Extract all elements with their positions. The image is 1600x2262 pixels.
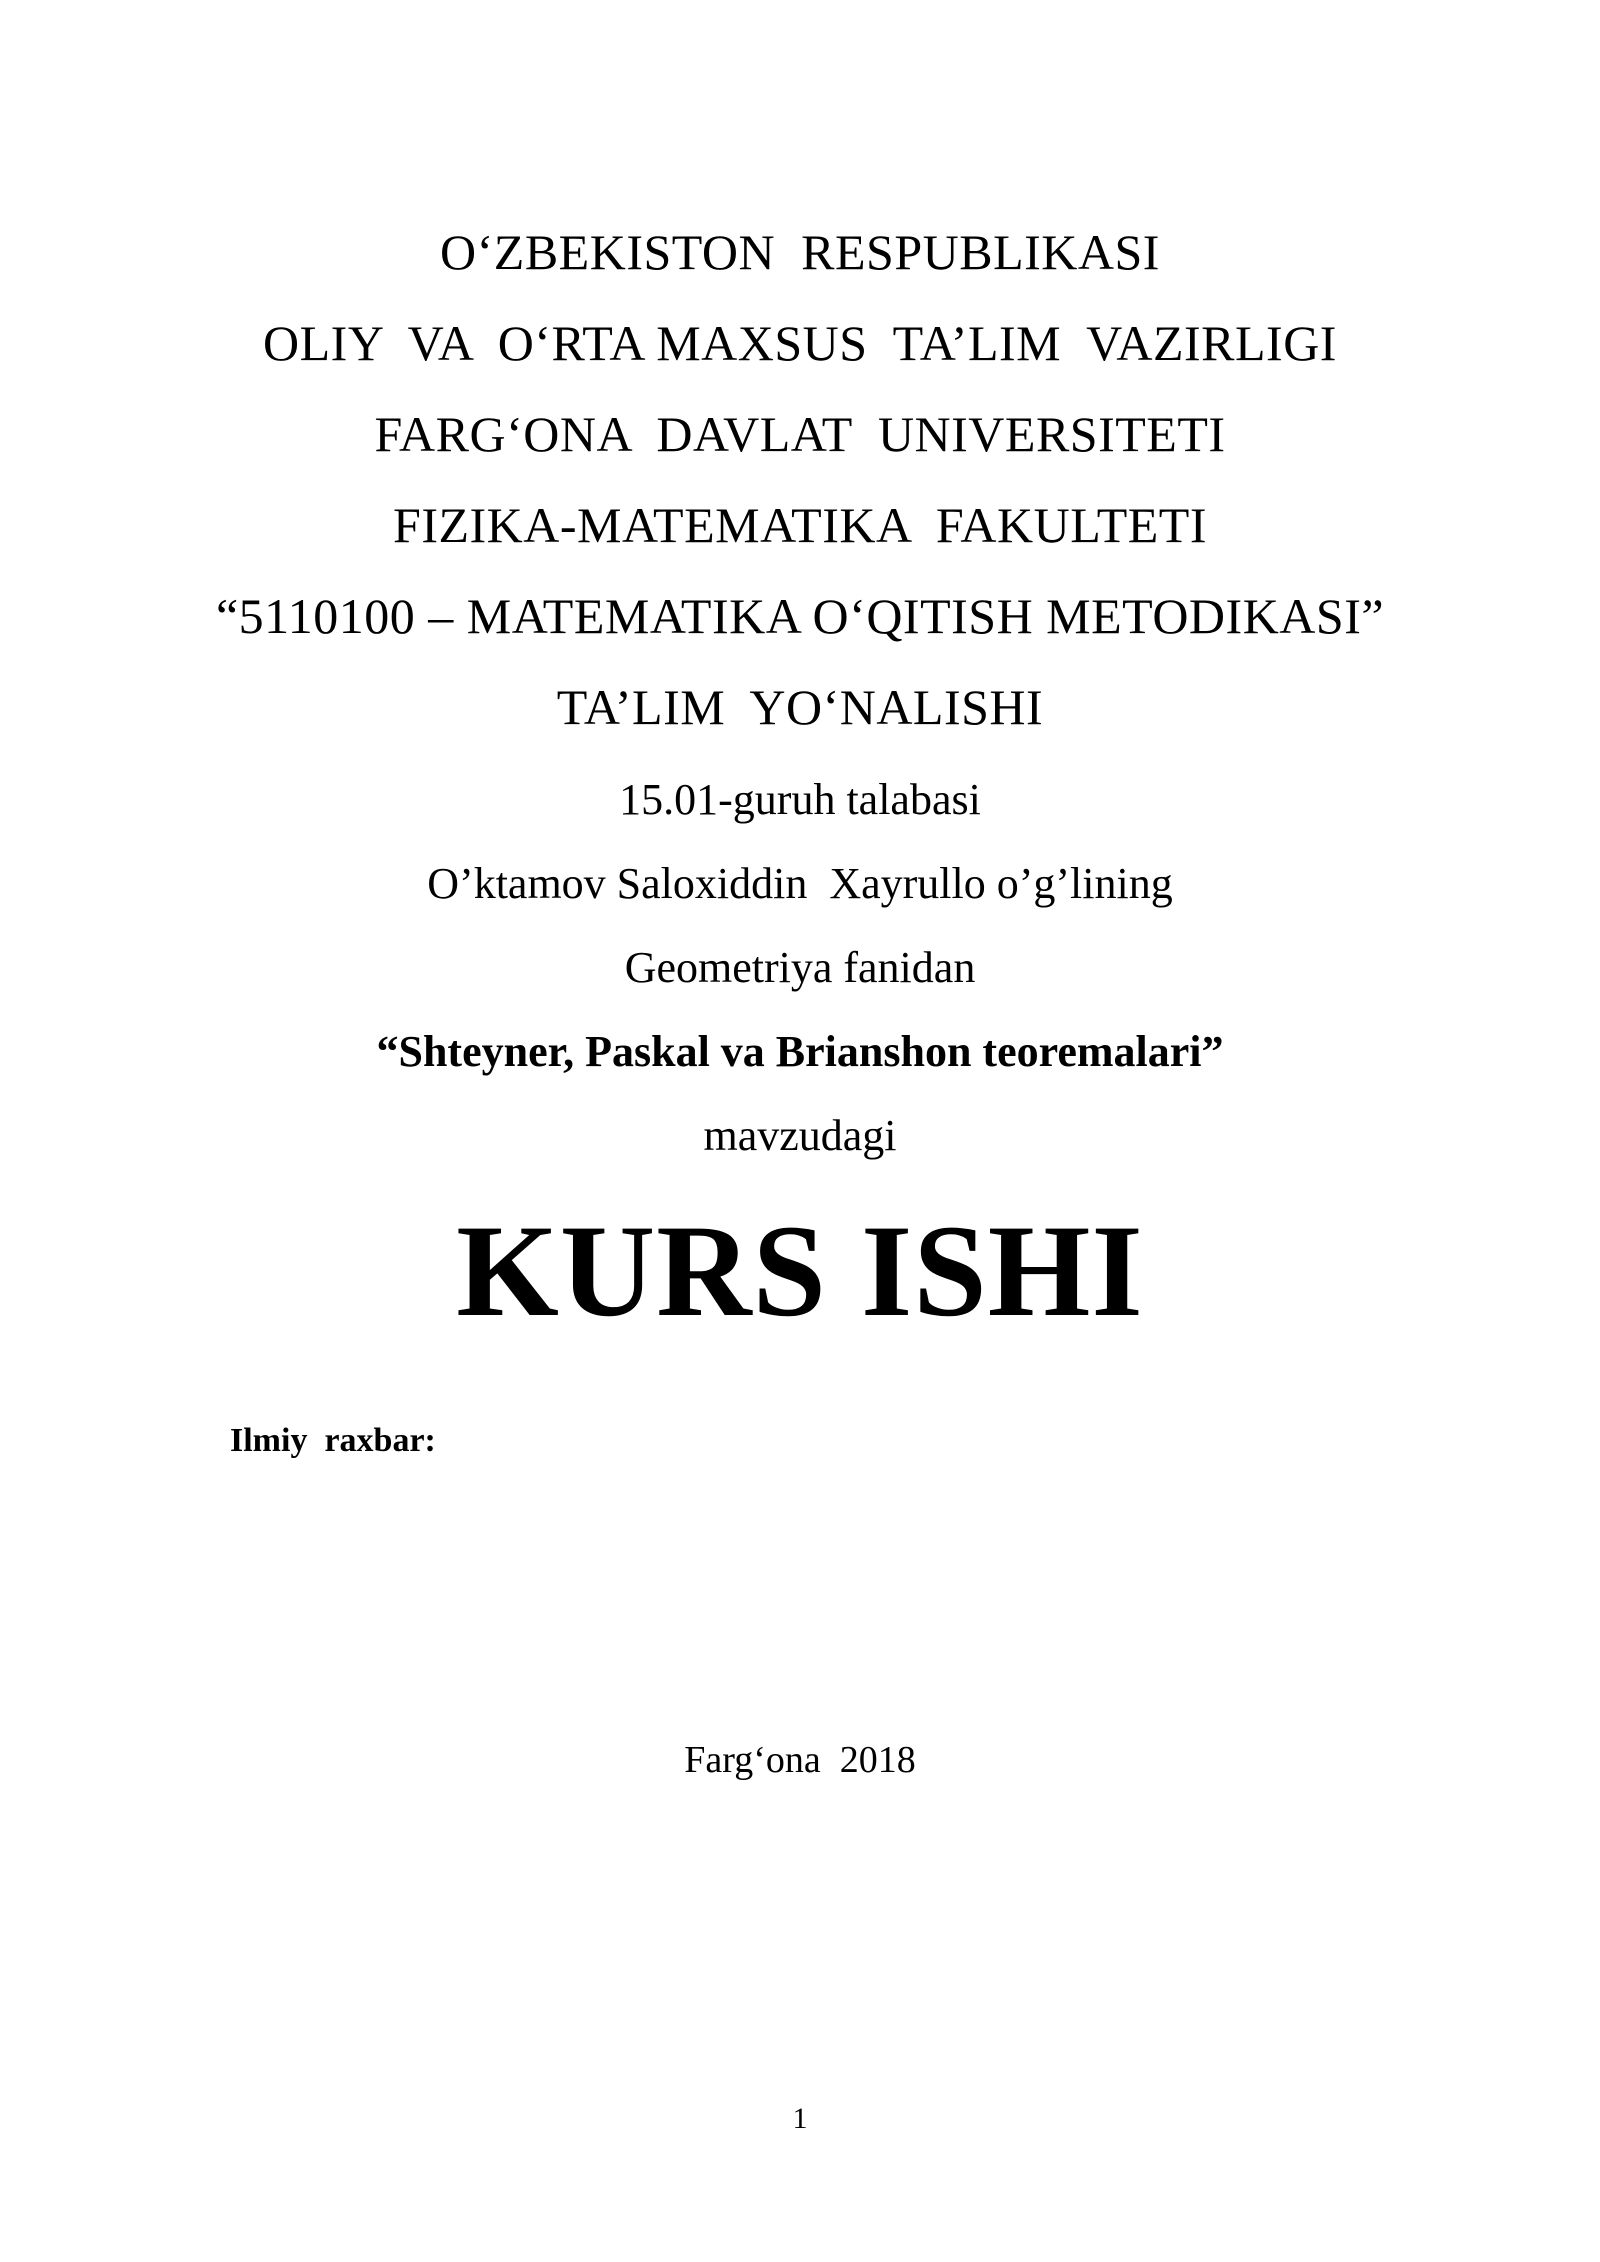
faculty-heading: FIZIKA-MATEMATIKA FAKULTETI	[393, 497, 1207, 553]
direction-heading: TA’LIM YO‘NALISHI	[556, 679, 1044, 735]
subject-line: Geometriya fanidan	[624, 943, 976, 992]
topic-suffix: mavzudagi	[703, 1111, 897, 1160]
republic-heading: O‘ZBEKISTON RESPUBLIKASI	[440, 224, 1160, 280]
ministry-heading: OLIY VA O‘RTA MAXSUS TA’LIM VAZIRLIGI	[263, 315, 1337, 371]
student-name: O’ktamov Saloxiddin Xayrullo o’g’lining	[427, 859, 1173, 908]
place-year: Farg‘ona 2018	[684, 1739, 916, 1781]
student-group: 15.01-guruh talabasi	[619, 775, 981, 824]
page-number: 1	[792, 2102, 808, 2135]
topic-title: “Shteyner, Paskal va Brianshon teoremalari”	[376, 1027, 1224, 1076]
specialty-heading: “5110100 – MATEMATIKA O‘QITISH METODIKASI”	[215, 588, 1385, 644]
work-type-title: KURS ISHI	[456, 1197, 1144, 1344]
supervisor-label: Ilmiy raxbar:	[230, 1422, 436, 1459]
university-heading: FARG‘ONA DAVLAT UNIVERSITETI	[374, 406, 1226, 462]
